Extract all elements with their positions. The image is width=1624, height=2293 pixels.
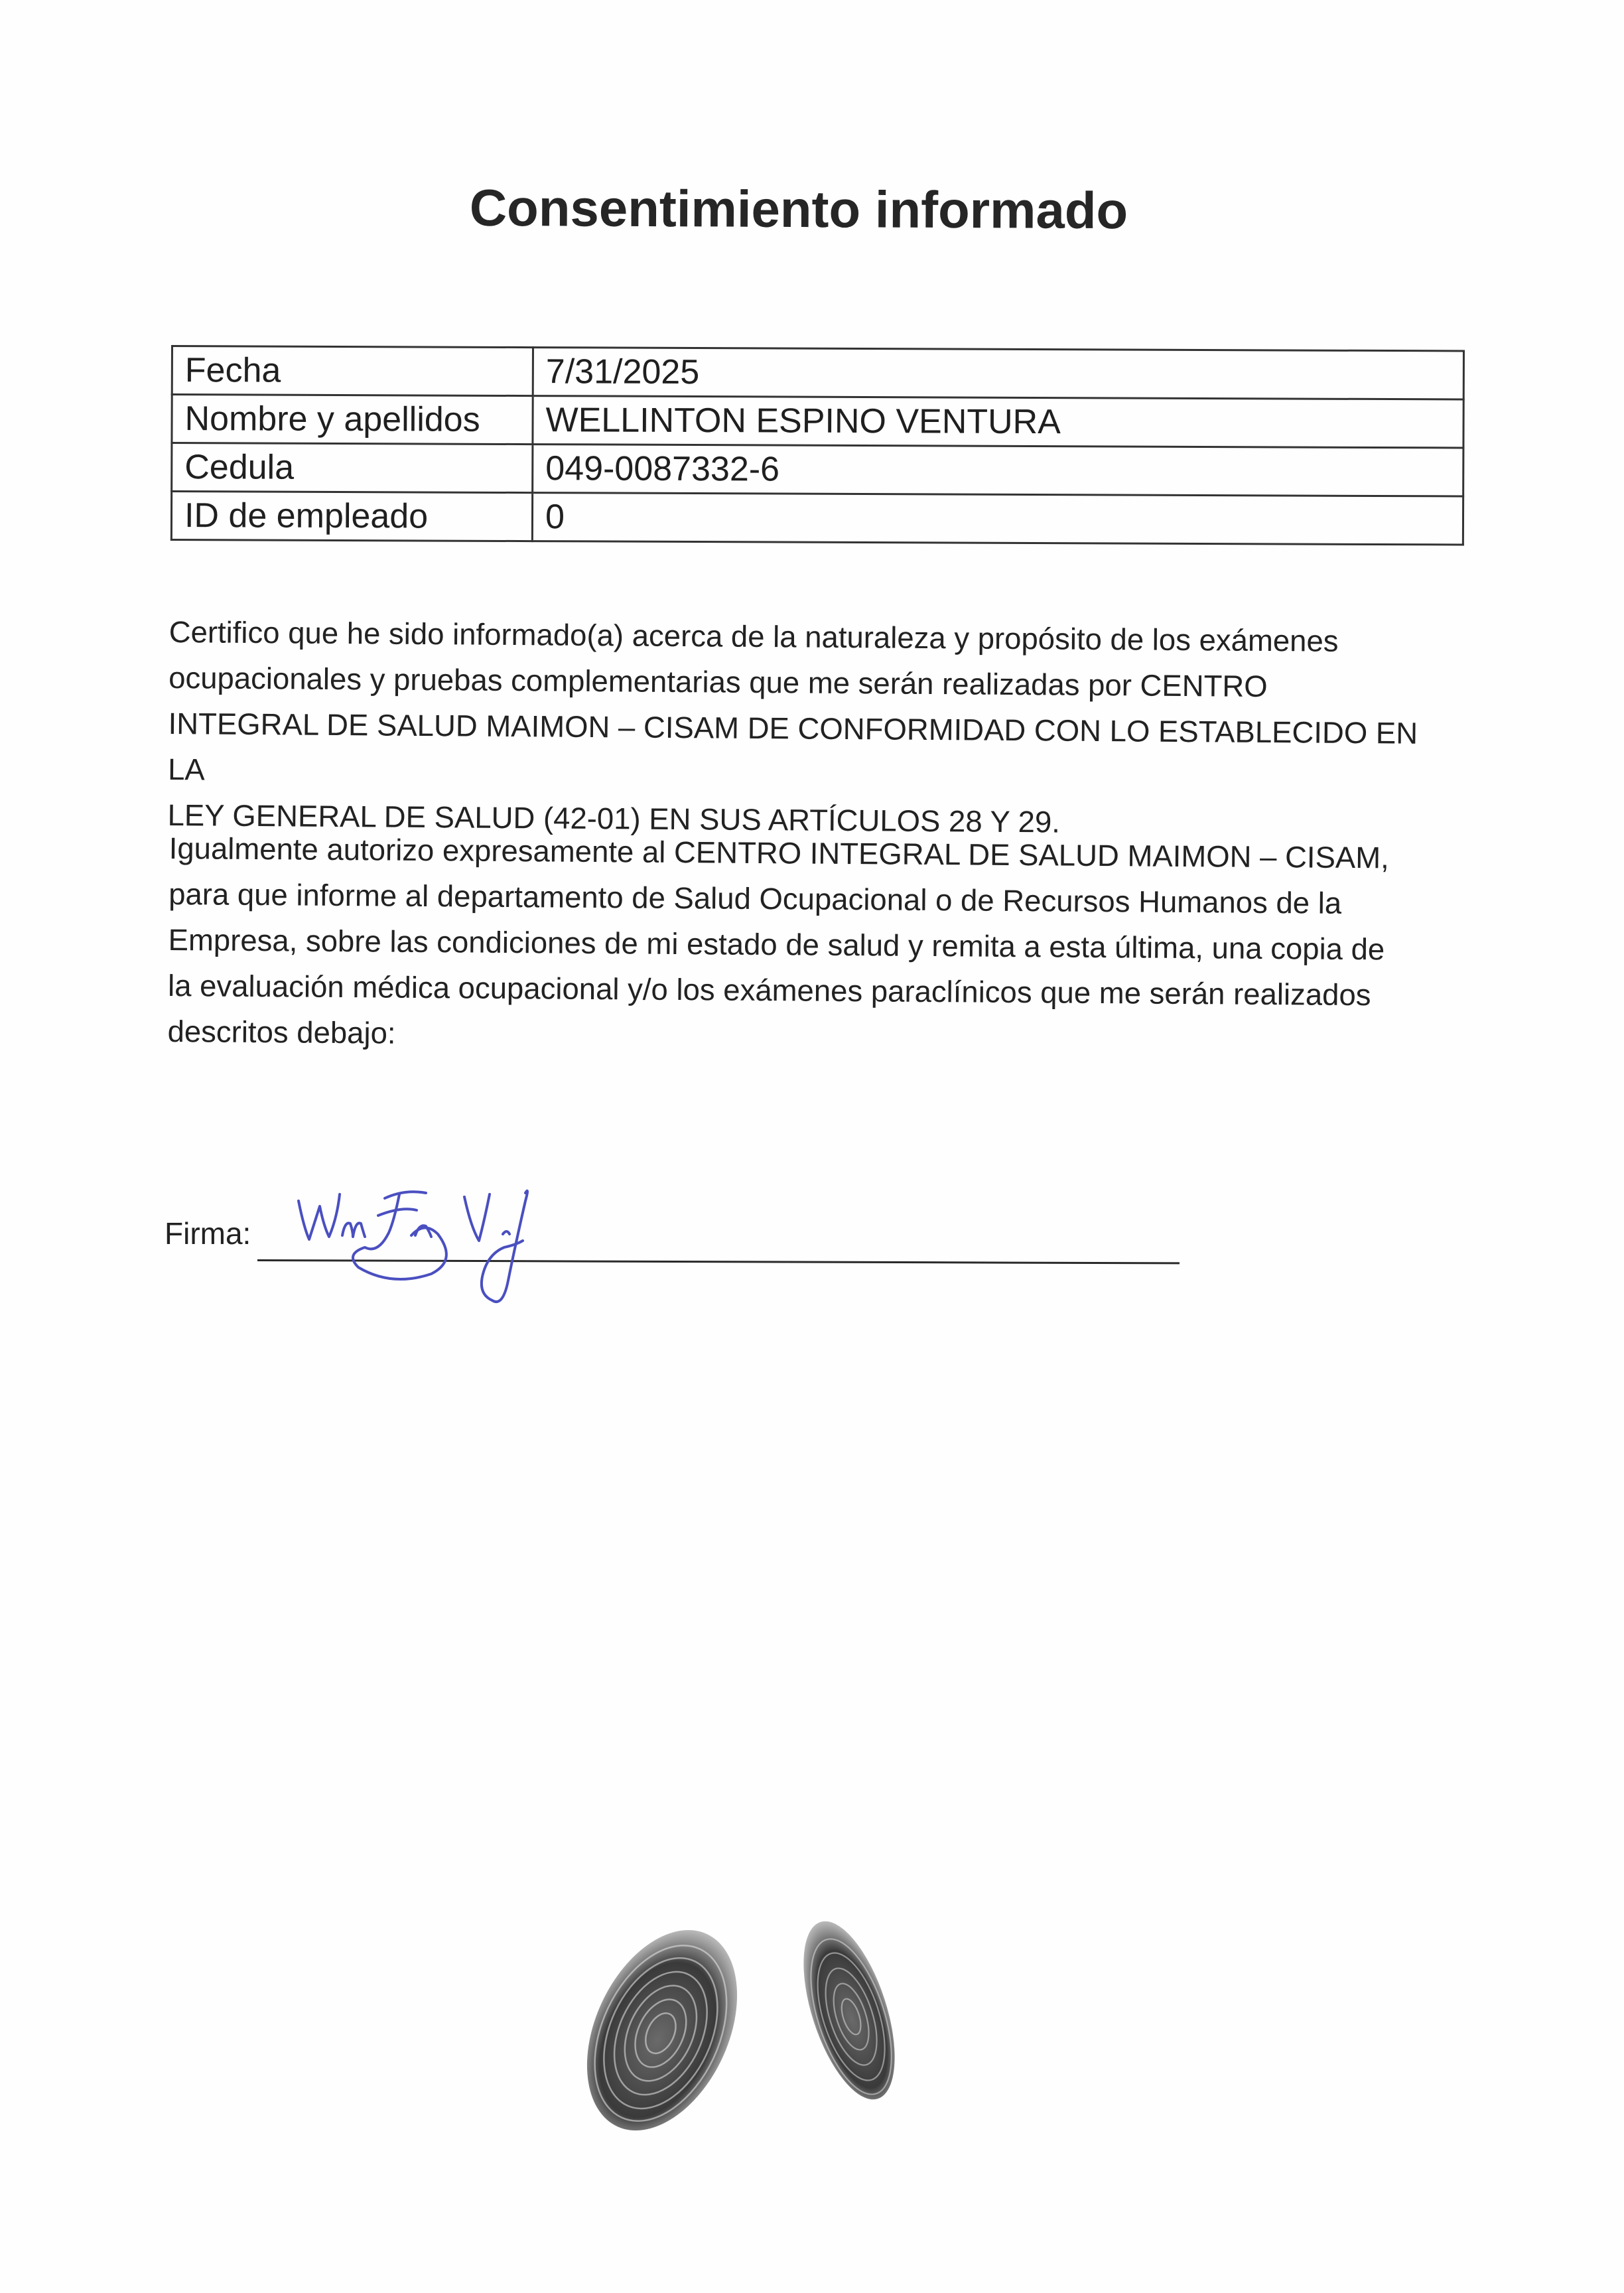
table-value: 0 <box>532 493 1463 545</box>
table-row <box>172 395 1463 448</box>
authorization-paragraph <box>167 825 1463 1064</box>
fingerprint-right <box>785 1917 913 2110</box>
paragraph-line: Igualmente autorizo expresamente al CENTRO INTEGRAL DE SALUD MAIMON – CISAM, <box>169 831 1390 875</box>
table-value: 049-0087332-6 <box>533 445 1463 496</box>
fingerprint-left <box>584 1917 767 2154</box>
paragraph-line: Empresa, sobre las condiciones de mi estado de salud y remita a esta última, una copia de <box>168 922 1385 967</box>
paragraph-line: INTEGRAL DE SALUD MAIMON – CISAM DE CONFORMIDAD CON LO ESTABLECIDO EN LA <box>167 706 1418 787</box>
info-table <box>170 345 1465 545</box>
paragraph-line: ocupacionales y pruebas complementarias que me serán realizadas por CENTRO <box>168 660 1268 704</box>
table-label: ID de empleado <box>171 492 532 541</box>
table-value: 7/31/2025 <box>533 348 1463 399</box>
paragraph-line: para que informe al departamento de Salud Ocupacional o de Recursos Humanos de la <box>168 876 1342 920</box>
handwritten-signature <box>279 1154 557 1327</box>
paragraph-line: la evaluación médica ocupacional y/o los exámenes paraclínicos que me serán realizados <box>167 968 1371 1012</box>
table-row <box>172 443 1463 496</box>
table-value: WELLINTON ESPINO VENTURA <box>533 396 1463 448</box>
table-row <box>171 492 1463 545</box>
document-title: Consentimiento informado <box>469 178 1128 240</box>
consent-paragraph <box>167 609 1463 848</box>
table-label: Fecha <box>172 346 533 396</box>
table-row <box>172 346 1463 399</box>
paragraph-line: Certifico que he sido informado(a) acerca de la naturaleza y propósito de los exámenes <box>169 614 1339 658</box>
signature-strokes <box>299 1191 527 1302</box>
table-label: Cedula <box>172 443 533 493</box>
paragraph-line: descritos debajo: <box>167 1014 396 1050</box>
fingerprint-marks <box>584 1917 929 2170</box>
signature-label: Firma: <box>165 1216 251 1251</box>
table-label: Nombre y apellidos <box>172 395 533 445</box>
paragraph-line: LEY GENERAL DE SALUD (42-01) EN SUS ARTÍCULOS 28 Y 29. <box>167 798 1061 839</box>
